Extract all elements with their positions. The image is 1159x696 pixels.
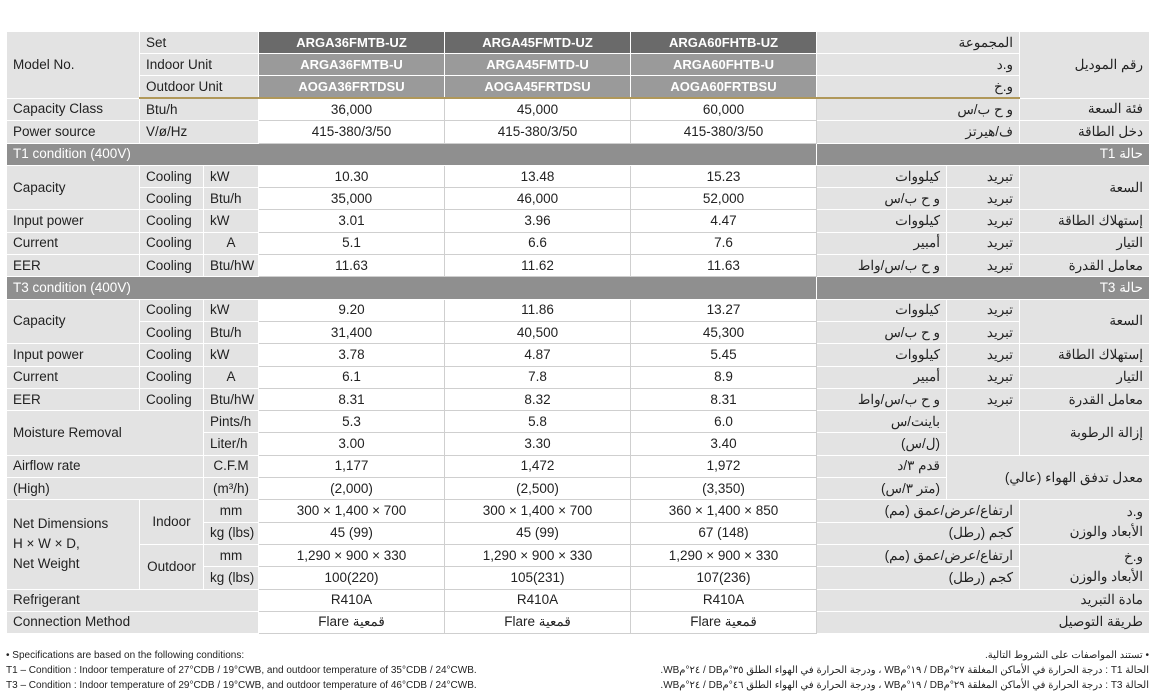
value-cell: (2,500): [445, 478, 631, 500]
value-cell: 8.9: [631, 366, 817, 388]
outdoor-label: Outdoor: [140, 544, 204, 589]
ar-mode: تبريد: [947, 388, 1020, 410]
value-cell: 415-380/3/50: [259, 121, 445, 143]
note-line: • تستند المواصفات على الشروط التالية.: [985, 650, 1149, 661]
airflow-high-label: (High): [7, 478, 204, 500]
ar-mode: تبريد: [947, 232, 1020, 254]
value-cell: R410A: [631, 589, 817, 611]
value-cell: 45,000: [445, 98, 631, 121]
ar-mode: تبريد: [947, 321, 1020, 343]
connection-label: Connection Method: [7, 611, 259, 633]
ar-moisture-label: إزالة الرطوبة: [1020, 411, 1150, 456]
mode-cooling: Cooling: [140, 210, 204, 232]
ar-dims-label: الأبعاد والوزن: [1069, 568, 1144, 584]
power-source-label: Power source: [7, 121, 140, 143]
ar-dims: ارتفاع/عرض/عمق (مم): [817, 500, 1020, 522]
row-t3-capacity-btu: [7, 321, 1150, 343]
ar-mode: تبريد: [947, 366, 1020, 388]
value-cell: 5.45: [631, 344, 817, 366]
value-cell: 5.1: [259, 232, 445, 254]
unit-pints: Pints/h: [204, 411, 259, 433]
value-cell: 1,290 × 900 × 330: [445, 544, 631, 566]
t3-condition-label: T3 condition (400V): [7, 277, 817, 299]
ar-unit: و ح ب/س: [817, 98, 1020, 121]
ar-unit: كيلووات: [817, 344, 947, 366]
value-cell: 1,972: [631, 455, 817, 477]
indoor-model-1: ARGA36FMTB-U: [259, 54, 445, 76]
note-line: الحالة T1 : درجة الحرارة في الأماكن المغلقة ٢٧°مDB / ١٩°مWB ، ودرجة الحرارة في الهواء الطلق ٣٥°مDB / ٢٤°مWB.: [660, 665, 1149, 676]
outdoor-model-1: AOGA36FRTDSU: [259, 76, 445, 99]
value-cell: 5.8: [445, 411, 631, 433]
unit-mm: mm: [204, 544, 259, 566]
value-cell: 9.20: [259, 299, 445, 321]
mode-cooling: Cooling: [140, 188, 204, 210]
unit-liter: Liter/h: [204, 433, 259, 455]
ar-label: إستهلاك الطاقة: [1020, 344, 1150, 366]
indoor-label: Indoor: [140, 500, 204, 545]
value-cell: 60,000: [631, 98, 817, 121]
ar-label: فئة السعة: [1020, 98, 1150, 121]
ar-dims-label: الأبعاد والوزن: [1069, 524, 1144, 540]
value-cell: 11.63: [631, 255, 817, 277]
indoor-unit-label: Indoor Unit: [140, 54, 259, 76]
set-label: Set: [140, 32, 259, 54]
unit-btuh: Btu/h: [204, 321, 259, 343]
ar-indoor-label: و.د: [817, 54, 1020, 76]
value-cell: 6.6: [445, 232, 631, 254]
ar-unit: (ل/س): [817, 433, 947, 455]
input-power-label: Input power: [7, 344, 140, 366]
ar-indoor-tag: و.د: [1126, 504, 1144, 520]
value-cell: 3.01: [259, 210, 445, 232]
set-model-1: ARGA36FMTB-UZ: [259, 32, 445, 54]
ar-weight: كجم (رطل): [817, 567, 1020, 589]
value-cell: R410A: [445, 589, 631, 611]
ar-unit: أمبير: [817, 366, 947, 388]
current-label: Current: [7, 232, 140, 254]
ar-weight: كجم (رطل): [817, 522, 1020, 544]
mode-cooling: Cooling: [140, 232, 204, 254]
ar-label: إستهلاك الطاقة: [1020, 210, 1150, 232]
ar-unit: قدم ٣/د: [817, 455, 947, 477]
ar-label: دخل الطاقة: [1020, 121, 1150, 143]
indoor-model-2: ARGA45FMTD-U: [445, 54, 631, 76]
spec-table: [6, 31, 1150, 634]
value-cell: 8.31: [259, 388, 445, 410]
ar-label: معامل القدرة: [1020, 388, 1150, 410]
row-t3-eer: [7, 388, 1150, 410]
set-model-3: ARGA60FHTB-UZ: [631, 32, 817, 54]
mode-cooling: Cooling: [140, 344, 204, 366]
ar-mode: تبريد: [947, 299, 1020, 321]
value-cell: 360 × 1,400 × 850: [631, 500, 817, 522]
value-cell: 40,500: [445, 321, 631, 343]
value-cell: 3.78: [259, 344, 445, 366]
row-power-source: [7, 121, 1150, 143]
unit-vphz: V/ø/Hz: [140, 121, 259, 143]
value-cell: 11.86: [445, 299, 631, 321]
row-t1-capacity-btu: [7, 188, 1150, 210]
ar-connection-label: طريقة التوصيل: [817, 611, 1150, 633]
value-cell: 1,177: [259, 455, 445, 477]
value-cell: 415-380/3/50: [631, 121, 817, 143]
unit-btuh: Btu/h: [140, 98, 259, 121]
note-line: الحالة T3 : درجة الحرارة في الأماكن المغلقة ٢٩°مDB / ١٩°مWB ، ودرجة الحرارة في الهواء الطلق ٤٦°مDB / ٢٤°مWB.: [660, 680, 1149, 691]
value-cell: 1,290 × 900 × 330: [631, 544, 817, 566]
row-t1-eer: [7, 255, 1150, 277]
value-cell: 11.62: [445, 255, 631, 277]
row-t1-current: [7, 232, 1150, 254]
value-cell: 11.63: [259, 255, 445, 277]
eer-label: EER: [7, 388, 140, 410]
value-cell: R410A: [259, 589, 445, 611]
value-cell: Flare قمعية: [631, 611, 817, 633]
notes-english: [6, 648, 477, 693]
input-power-label: Input power: [7, 210, 140, 232]
airflow-label: Airflow rate: [7, 455, 204, 477]
value-cell: 100(220): [259, 567, 445, 589]
row-t1-capacity-kw: [7, 165, 1150, 187]
capacity-label: Capacity: [7, 165, 140, 210]
value-cell: 300 × 1,400 × 700: [445, 500, 631, 522]
mode-cooling: Cooling: [140, 255, 204, 277]
value-cell: 8.31: [631, 388, 817, 410]
mode-cooling: Cooling: [140, 165, 204, 187]
note-line: T1 – Condition : Indoor temperature of 27°CDB / 19°CWB, and outdoor temperature of 35°CDB / 24°CWB.: [6, 665, 477, 676]
value-cell: 31,400: [259, 321, 445, 343]
ar-mode: تبريد: [947, 188, 1020, 210]
model-no-label: Model No.: [7, 32, 140, 99]
value-cell: 3.96: [445, 210, 631, 232]
spacer-cell: [947, 411, 1020, 456]
unit-btuhw: Btu/hW: [204, 255, 259, 277]
indoor-model-3: ARGA60FHTB-U: [631, 54, 817, 76]
ar-airflow-label: معدل تدفق الهواء (عالي): [947, 455, 1150, 500]
value-cell: 52,000: [631, 188, 817, 210]
unit-kg: kg (lbs): [204, 567, 259, 589]
ar-t3-label: حالة T3: [817, 277, 1150, 299]
row-connection: [7, 611, 1150, 633]
ar-outdoor-tag: و.خ: [1124, 548, 1144, 564]
value-cell: 7.6: [631, 232, 817, 254]
ar-outdoor-dims-label: [1020, 544, 1150, 589]
value-cell: 7.8: [445, 366, 631, 388]
ar-indoor-dims-label: [1020, 500, 1150, 545]
value-cell: Flare قمعية: [259, 611, 445, 633]
ar-mode: تبريد: [947, 344, 1020, 366]
net-dimensions-label: [7, 500, 140, 589]
value-cell: 67 (148): [631, 522, 817, 544]
row-t3-header: [7, 277, 1150, 299]
ar-unit: كيلووات: [817, 299, 947, 321]
value-cell: 105(231): [445, 567, 631, 589]
ar-unit: و ح ب/س: [817, 188, 947, 210]
value-cell: 6.1: [259, 366, 445, 388]
capacity-class-label: Capacity Class: [7, 98, 140, 121]
set-model-2: ARGA45FMTD-UZ: [445, 32, 631, 54]
ar-mode: تبريد: [947, 210, 1020, 232]
row-outdoor-dim: [7, 544, 1150, 566]
netdim-line2: H × W × D,: [13, 536, 80, 552]
ar-capacity-label: السعة: [1020, 299, 1150, 344]
ar-unit: أمبير: [817, 232, 947, 254]
value-cell: 300 × 1,400 × 700: [259, 500, 445, 522]
unit-btuh: Btu/h: [204, 188, 259, 210]
unit-kw: kW: [204, 210, 259, 232]
notes-arabic: [660, 648, 1149, 693]
row-refrigerant: [7, 589, 1150, 611]
value-cell: 6.0: [631, 411, 817, 433]
outdoor-model-2: AOGA45FRTDSU: [445, 76, 631, 99]
value-cell: 4.87: [445, 344, 631, 366]
value-cell: 45 (99): [259, 522, 445, 544]
mode-cooling: Cooling: [140, 299, 204, 321]
eer-label: EER: [7, 255, 140, 277]
t1-condition-label: T1 condition (400V): [7, 143, 817, 165]
ar-label: معامل القدرة: [1020, 255, 1150, 277]
value-cell: 45,300: [631, 321, 817, 343]
value-cell: 3.40: [631, 433, 817, 455]
note-line: T3 – Condition : Indoor temperature of 29°CDB / 19°CWB, and outdoor temperature of 46°CDB / 24°CWB.: [6, 680, 477, 691]
unit-kw: kW: [204, 299, 259, 321]
ar-set-label: المجموعة: [817, 32, 1020, 54]
row-indoor-dim: [7, 500, 1150, 522]
netdim-line3: Net Weight: [13, 556, 80, 572]
mode-cooling: Cooling: [140, 321, 204, 343]
outdoor-model-3: AOGA60FRTBSU: [631, 76, 817, 99]
ar-unit: ف/هيرتز: [817, 121, 1020, 143]
value-cell: 3.30: [445, 433, 631, 455]
outdoor-unit-label: Outdoor Unit: [140, 76, 259, 99]
unit-btuhw: Btu/hW: [204, 388, 259, 410]
row-set: [7, 32, 1150, 54]
ar-capacity-label: السعة: [1020, 165, 1150, 210]
ar-unit: (متر ٣/س): [817, 478, 947, 500]
value-cell: 107(236): [631, 567, 817, 589]
capacity-label: Capacity: [7, 299, 140, 344]
ar-label: التيار: [1020, 366, 1150, 388]
value-cell: 1,472: [445, 455, 631, 477]
ar-t1-label: حالة T1: [817, 143, 1150, 165]
row-t1-header: [7, 143, 1150, 165]
ar-mode: تبريد: [947, 255, 1020, 277]
value-cell: (3,350): [631, 478, 817, 500]
value-cell: 10.30: [259, 165, 445, 187]
row-airflow-cfm: [7, 455, 1150, 477]
unit-m3h: (m³/h): [204, 478, 259, 500]
ar-unit: و ح ب/س: [817, 321, 947, 343]
row-t1-input: [7, 210, 1150, 232]
unit-kg: kg (lbs): [204, 522, 259, 544]
value-cell: 5.3: [259, 411, 445, 433]
value-cell: 45 (99): [445, 522, 631, 544]
ar-model-no-label: رقم الموديل: [1020, 32, 1150, 99]
value-cell: 8.32: [445, 388, 631, 410]
unit-cfm: C.F.M: [204, 455, 259, 477]
mode-cooling: Cooling: [140, 366, 204, 388]
ar-dims: ارتفاع/عرض/عمق (مم): [817, 544, 1020, 566]
row-moisture-pints: [7, 411, 1150, 433]
value-cell: 415-380/3/50: [445, 121, 631, 143]
row-t3-input: [7, 344, 1150, 366]
row-t3-current: [7, 366, 1150, 388]
ar-unit: و ح ب/س/واط: [817, 388, 947, 410]
row-capacity-class: [7, 98, 1150, 121]
value-cell: 3.00: [259, 433, 445, 455]
unit-mm: mm: [204, 500, 259, 522]
row-outdoor: [7, 76, 1150, 99]
note-line: • Specifications are based on the following conditions:: [6, 650, 245, 661]
ar-unit: كيلووات: [817, 165, 947, 187]
value-cell: (2,000): [259, 478, 445, 500]
ar-mode: تبريد: [947, 165, 1020, 187]
value-cell: 36,000: [259, 98, 445, 121]
refrigerant-label: Refrigerant: [7, 589, 259, 611]
ar-unit: باينت/س: [817, 411, 947, 433]
value-cell: 46,000: [445, 188, 631, 210]
ar-label: التيار: [1020, 232, 1150, 254]
moisture-label: Moisture Removal: [7, 411, 204, 456]
unit-a: A: [204, 232, 259, 254]
value-cell: Flare قمعية: [445, 611, 631, 633]
value-cell: 13.48: [445, 165, 631, 187]
value-cell: 35,000: [259, 188, 445, 210]
netdim-line1: Net Dimensions: [13, 516, 109, 532]
row-indoor: [7, 54, 1150, 76]
row-t3-capacity-kw: [7, 299, 1150, 321]
unit-a: A: [204, 366, 259, 388]
ar-refrigerant-label: مادة التبريد: [817, 589, 1150, 611]
ar-unit: كيلووات: [817, 210, 947, 232]
value-cell: 15.23: [631, 165, 817, 187]
current-label: Current: [7, 366, 140, 388]
ar-unit: و ح ب/س/واط: [817, 255, 947, 277]
value-cell: 13.27: [631, 299, 817, 321]
value-cell: 1,290 × 900 × 330: [259, 544, 445, 566]
unit-kw: kW: [204, 344, 259, 366]
value-cell: 4.47: [631, 210, 817, 232]
ar-outdoor-label: و.خ: [817, 76, 1020, 99]
unit-kw: kW: [204, 165, 259, 187]
mode-cooling: Cooling: [140, 388, 204, 410]
